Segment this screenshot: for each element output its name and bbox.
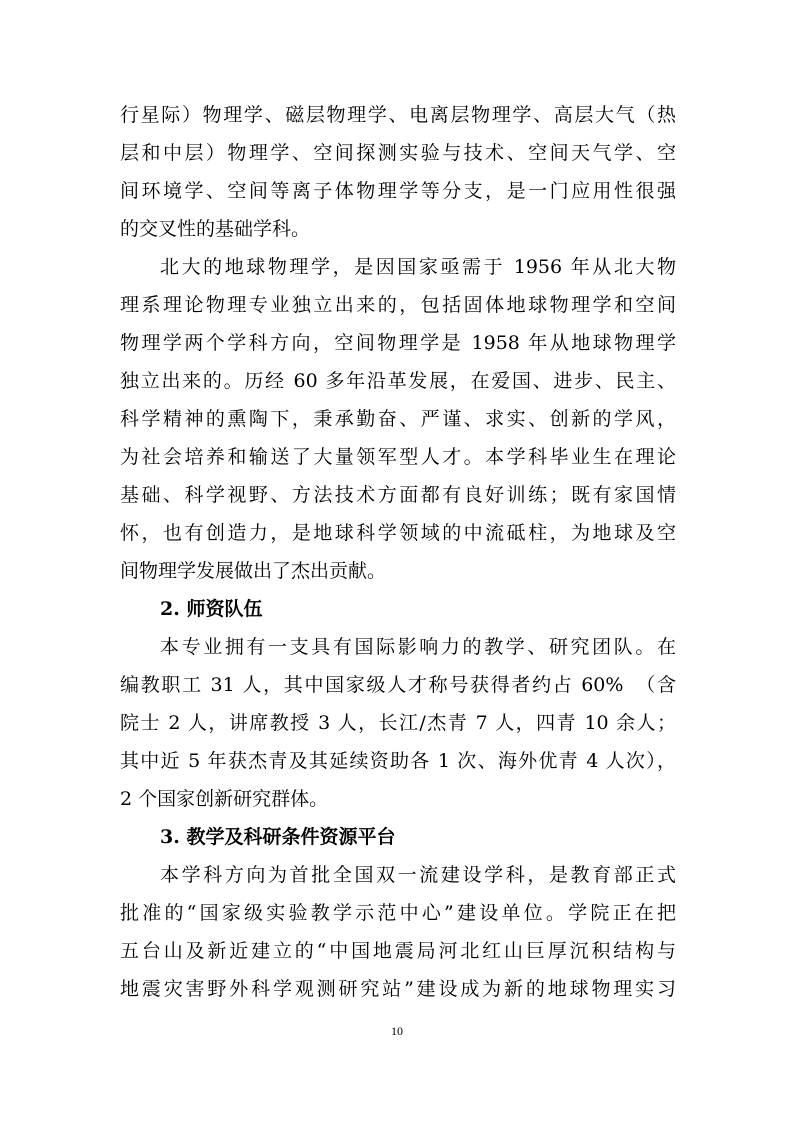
text-line: 编教职工 31 人，其中国家级人才称号获得者约占 60% （含 [120, 674, 676, 696]
text-line: 物理学两个学科方向，空间物理学是 1958 年从地球物理学 [120, 332, 676, 354]
paragraph-discipline-branches [120, 96, 676, 248]
text-line: 为社会培养和输送了大量领军型人才。本学科毕业生在理论 [120, 446, 676, 468]
text-line: 本学科方向为首批全国双一流建设学科，是教育部正式 [160, 864, 676, 886]
text-line: 独立出来的。历经 60 多年沿革发展，在爱国、进步、民主、 [120, 370, 676, 392]
text-line: 的交叉性的基础学科。 [120, 218, 311, 240]
text-line: 层和中层）物理学、空间探测实验与技术、空间天气学、空 [120, 142, 676, 164]
text-line: 北大的地球物理学，是因国家亟需于 1956 年从北大物 [160, 256, 676, 278]
text-line: 批准的“国家级实验教学示范中心”建设单位。学院正在把 [120, 902, 676, 924]
section-heading-resources: 3. 教学及科研条件资源平台 [160, 826, 396, 848]
text-line: 2 个国家创新研究群体。 [120, 788, 329, 810]
body-text [120, 96, 676, 1008]
text-line: 怀，也有创造力，是地球科学领域的中流砥柱，为地球及空 [120, 522, 676, 544]
text-line: 五台山及新近建立的“中国地震局河北红山巨厚沉积结构与 [120, 940, 676, 962]
section-heading-faculty: 2. 师资队伍 [160, 598, 263, 620]
text-line: 理系理论物理专业独立出来的，包括固体地球物理学和空间 [120, 294, 676, 316]
paragraph-faculty [120, 628, 676, 818]
text-line: 其中近 5 年获杰青及其延续资助各 1 次、海外优青 4 人次）， [120, 750, 676, 772]
text-line: 基础、科学视野、方法技术方面都有良好训练；既有家国情 [120, 484, 676, 506]
paragraph-history [120, 248, 676, 590]
text-line: 院士 2 人，讲席教授 3 人，长江/杰青 7 人，四青 10 余人； [120, 712, 676, 734]
paragraph-resources [120, 856, 676, 1008]
text-line: 间环境学、空间等离子体物理学等分支，是一门应用性很强 [120, 180, 676, 202]
text-line: 行星际）物理学、磁层物理学、电离层物理学、高层大气（热 [120, 104, 676, 126]
text-line: 本专业拥有一支具有国际影响力的教学、研究团队。在 [160, 636, 676, 658]
text-line: 地震灾害野外科学观测研究站”建设成为新的地球物理实习 [120, 978, 676, 1000]
page-number: 10 [391, 1024, 403, 1038]
text-line: 间物理学发展做出了杰出贡献。 [120, 560, 387, 582]
text-line: 科学精神的熏陶下，秉承勤奋、严谨、求实、创新的学风， [120, 408, 676, 430]
